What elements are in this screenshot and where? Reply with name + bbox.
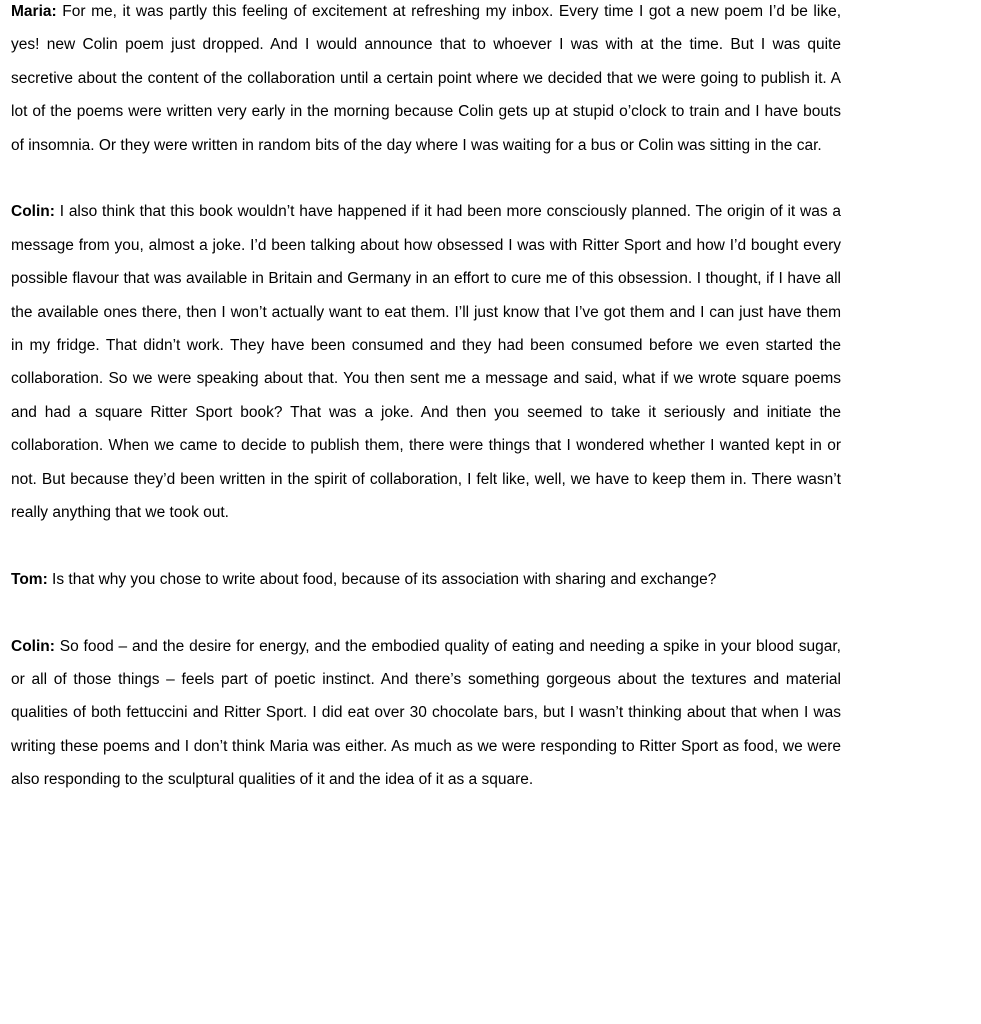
speaker-label: Colin: xyxy=(11,637,55,655)
interview-transcript xyxy=(11,0,841,797)
paragraph-text: For me, it was partly this feeling of excitement at refreshing my inbox. Every time I got a new poem I’d be like, yes! new Colin poem just dropped. And I would announce that to whoever I was with at the time. But I was quite secretive about the content of the collaboration until a certain point where we decided that we were going to publish it. A lot of the poems were written very early in the morning because Colin gets up at stupid o’clock to train and I have bouts of insomnia. Or they were written in random bits of the day where I was waiting for a bus or Colin was sitting in the car. xyxy=(11,3,841,154)
speaker-label: Maria: xyxy=(11,3,57,20)
transcript-paragraph xyxy=(11,195,841,529)
paragraph-text: I also think that this book wouldn’t have happened if it had been more consciously planned. The origin of it was a message from you, almost a joke. I’d been talking about how obsessed I was with Ritter Sport and how I’d bought every possible flavour that was available in Britain and Germany in an effort to cure me of this obsession. I thought, if I have all the available ones there, then I won’t actually want to eat them. I’ll just know that I’ve got them and I can just have them in my fridge. That didn’t work. They have been consumed and they had been consumed before we even started the collaboration. So we were speaking about that. You then sent me a message and said, what if we wrote square poems and had a square Ritter Sport book? That was a joke. And then you seemed to take it seriously and initiate the collaboration. When we came to decide to publish them, there were things that I wondered whether I wanted kept in or not. But because they’d been written in the spirit of collaboration, I felt like, well, we have to keep them in. There wasn’t really anything that we took out. xyxy=(11,203,841,522)
transcript-paragraph xyxy=(11,563,841,596)
speaker-label: Tom: xyxy=(11,570,48,588)
speaker-label: Colin: xyxy=(11,203,55,221)
transcript-paragraph xyxy=(11,630,841,797)
transcript-paragraph xyxy=(11,0,841,162)
paragraph-text: Is that why you chose to write about food, because of its association with sharing and exchange? xyxy=(47,570,717,588)
paragraph-text: So food – and the desire for energy, and the embodied quality of eating and needing a spike in your blood sugar, or all of those things – feels part of poetic instinct. And there’s something gorgeous about the textures and material qualities of both fettuccini and Ritter Sport. I did eat over 30 chocolate bars, but I wasn’t thinking about that when I was writing these poems and I don’t think Maria was either. As much as we were responding to Ritter Sport as food, we were also responding to the sculptural qualities of it and the idea of it as a square. xyxy=(11,637,841,789)
